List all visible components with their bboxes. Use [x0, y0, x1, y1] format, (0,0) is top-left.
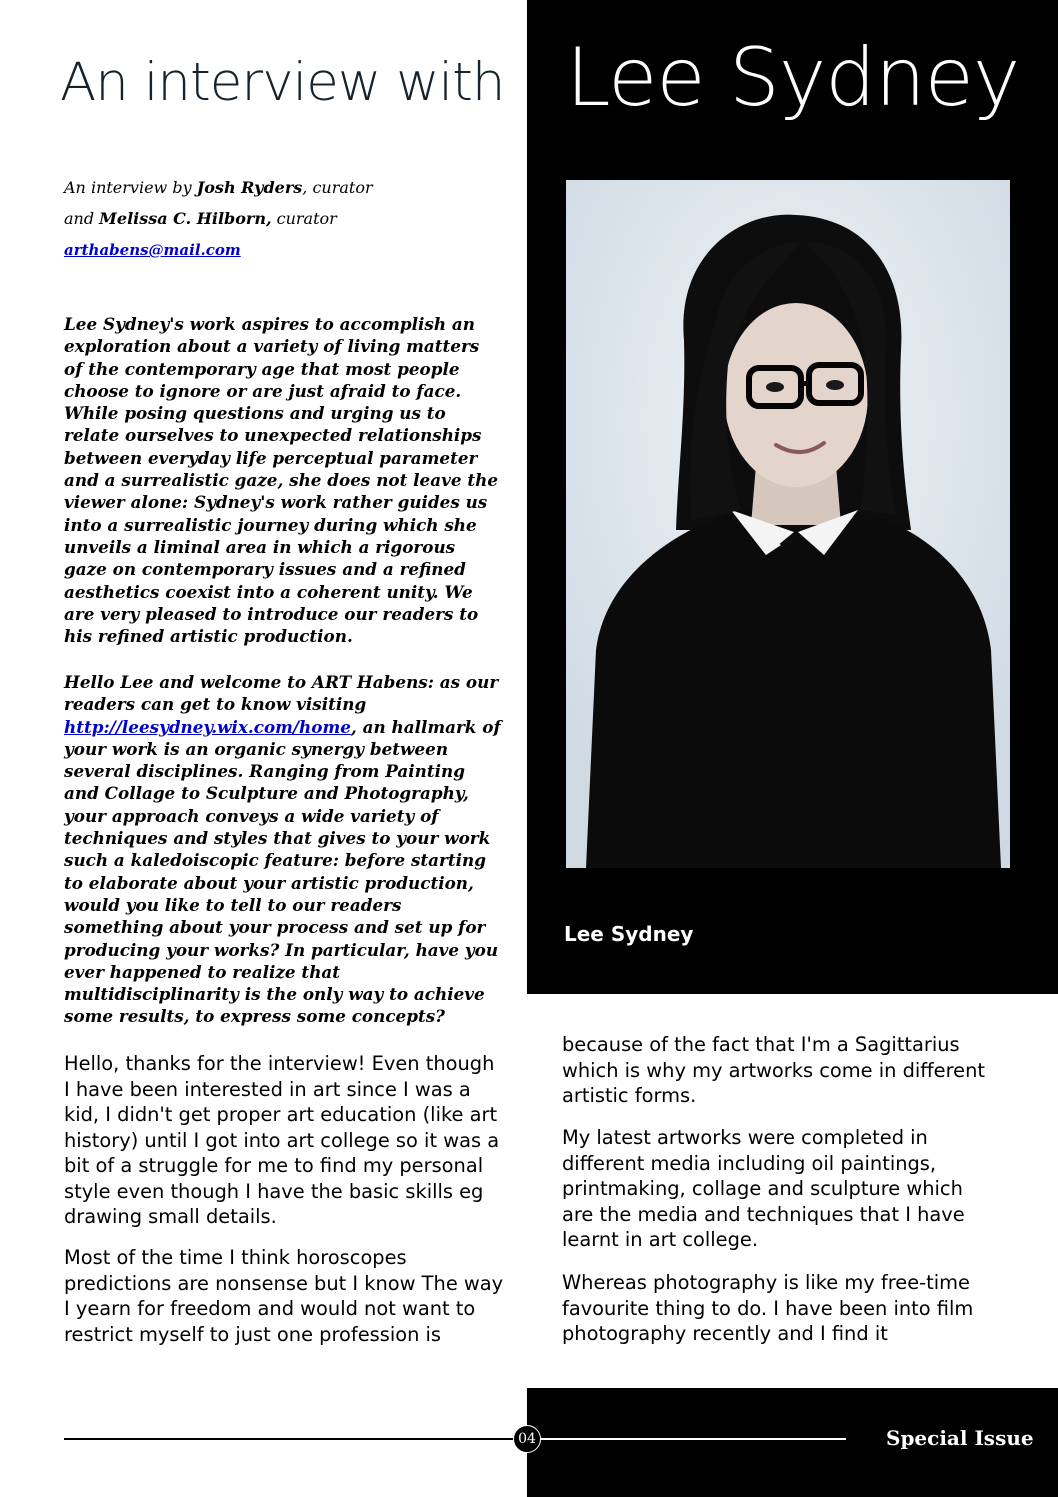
answer-paragraph-4: My latest artworks were completed in different media including oil paintings, printmaking, collage and sculpture which are the media and techniques that I have learnt in art college. [562, 1126, 965, 1251]
byline-suffix-2: curator [271, 209, 337, 228]
email-link[interactable]: arthabens@mail.com [64, 241, 241, 259]
answer-paragraph-5: Whereas photography is like my free-time favourite thing to do. I have been into film photography recently and I find it [562, 1271, 974, 1345]
answer-paragraph-3: because of the fact that I'm a Sagittarius which is why my artworks come in different artistic forms. [562, 1033, 985, 1107]
author-josh-ryders: Josh Ryders [196, 178, 303, 197]
question-text-start: Hello Lee and welcome to ART Habens: as our readers can get to know visiting [64, 672, 499, 715]
intro-paragraph: Lee Sydney's work aspires to accomplish an exploration about a variety of living matters of the contemporary age that most people choose to ignore or are just afraid to face. While posing questions and urging us to relate ourselves to unexpected relationships between everyday life perceptual parameter and a surrealistic gaze, she does not leave the viewer alone: Sydney's work rather guides us into a surrealistic journey during which she unveils a liminal area in which a rigorous gaze on contemporary issues and a refined aesthetics coexist into a coherent unity. We are very pleased to introduce our readers to his refined artistic production. [64, 314, 499, 647]
author-melissa-hilborn: Melissa C. Hilborn, [99, 209, 272, 228]
byline [64, 172, 504, 266]
website-link[interactable]: http://leesydney.wix.com/home [64, 716, 351, 737]
question-paragraph [64, 671, 502, 1028]
portrait-illustration [566, 180, 1010, 868]
question-text-end: , an hallmark of your work is an organic synergy between several disciplines. Ranging from Painting and Collage to Sculpture and Photography, your approach conveys a wide variety of techniques and styles that gives to your work such a kaledoiscopic feature: before starting to elaborate about your artistic production, would you like to tell to our readers something about your process and set up for producing your works? In particular, have you ever happened to realize that multidisciplinarity is the only way to achieve some results, to express some concepts? [64, 716, 501, 1027]
byline-line-3 [64, 234, 504, 266]
page-number: 04 [513, 1425, 541, 1453]
issue-label: Special Issue [886, 1426, 1034, 1450]
byline-line-2 [64, 203, 504, 234]
portrait-photo [566, 180, 1010, 868]
byline-prefix: An interview by [64, 178, 197, 197]
answer-paragraph-2: Most of the time I think horoscopes predictions are nonsense but I know The way I yearn for freedom and would not want to restrict myself to just one profession is [64, 1246, 504, 1346]
footer-rule-left [64, 1438, 526, 1440]
photo-caption: Lee Sydney [564, 922, 694, 946]
title-an-interview-with: An interview with [60, 52, 505, 113]
byline-prefix-2: and [64, 209, 100, 228]
title-lee-sydney: Lee Sydney [566, 31, 1020, 124]
footer-rule-right [539, 1438, 846, 1440]
byline-line-1 [64, 172, 504, 203]
answer-paragraph-1: Hello, thanks for the interview! Even though I have been interested in art since I was a kid, I didn't get proper art education (like art history) until I got into art college so it was a bit of a struggle for me to find my personal style even though I have the basic skills eg drawing small details. [64, 1052, 500, 1228]
byline-suffix: , curator [302, 178, 373, 197]
